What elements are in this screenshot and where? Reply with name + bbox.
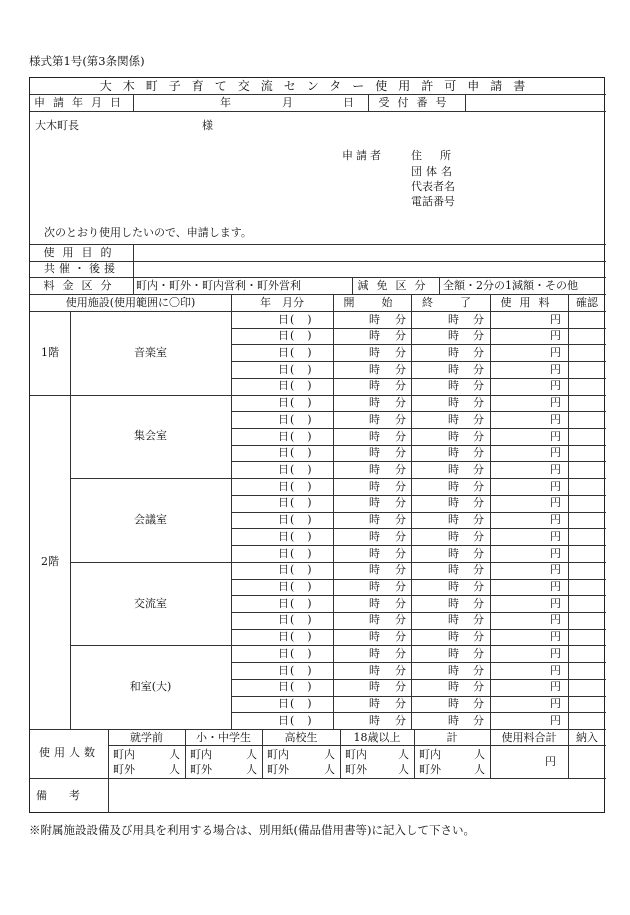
in-town-count[interactable]: 人 xyxy=(246,748,257,761)
application-date-label: 申請年月日 xyxy=(34,96,129,109)
row-start-hour[interactable]: 時 xyxy=(369,479,380,493)
row-end-minute[interactable]: 分 xyxy=(473,479,484,493)
row-start-minute[interactable]: 分 xyxy=(395,513,406,527)
start-header: 開 始 xyxy=(343,296,401,309)
row-fee-yen[interactable]: 円 xyxy=(550,462,561,476)
facility-header: 使用施設(使用範囲に〇印) xyxy=(65,296,196,309)
row-day[interactable]: 日( ) xyxy=(278,345,313,359)
row-fee-yen[interactable]: 円 xyxy=(550,345,561,359)
row-end-hour[interactable]: 時 xyxy=(448,580,459,594)
row-end-minute[interactable]: 分 xyxy=(473,513,484,527)
row-day[interactable]: 日( ) xyxy=(278,713,313,727)
form-reference: 様式第1号(第3条関係) xyxy=(29,54,145,68)
row-start-minute[interactable]: 分 xyxy=(395,697,406,711)
row-start-minute[interactable]: 分 xyxy=(395,646,406,660)
row-end-hour[interactable]: 時 xyxy=(448,345,459,359)
row-end-minute[interactable]: 分 xyxy=(473,646,484,660)
row-start-hour[interactable]: 時 xyxy=(369,613,380,627)
row-start-hour[interactable]: 時 xyxy=(369,429,380,443)
confirm-header: 確認 xyxy=(576,296,598,309)
row-end-minute[interactable]: 分 xyxy=(473,596,484,610)
row-start-minute[interactable]: 分 xyxy=(395,496,406,510)
row-day[interactable]: 日( ) xyxy=(278,613,313,627)
row-end-minute[interactable]: 分 xyxy=(473,446,484,460)
applicant-address: 住所 xyxy=(411,149,469,162)
row-day[interactable]: 日( ) xyxy=(278,479,313,493)
row-start-hour[interactable]: 時 xyxy=(369,513,380,527)
row-end-hour[interactable]: 時 xyxy=(448,646,459,660)
row-start-minute[interactable]: 分 xyxy=(395,713,406,727)
row-start-hour[interactable]: 時 xyxy=(369,462,380,476)
row-start-hour[interactable]: 時 xyxy=(369,329,380,343)
row-end-minute[interactable]: 分 xyxy=(473,546,484,560)
row-day[interactable]: 日( ) xyxy=(278,429,313,443)
receipt-number-field[interactable] xyxy=(470,96,600,110)
row-start-hour[interactable]: 時 xyxy=(369,345,380,359)
row-start-hour[interactable]: 時 xyxy=(369,496,380,510)
row-start-minute[interactable]: 分 xyxy=(395,529,406,543)
row-end-hour[interactable]: 時 xyxy=(448,697,459,711)
applicant-phone: 電話番号 xyxy=(411,195,455,208)
row-day[interactable]: 日( ) xyxy=(278,396,313,410)
row-day[interactable]: 日( ) xyxy=(278,312,313,326)
applicant-representative: 代表者名 xyxy=(411,180,455,193)
row-day[interactable]: 日( ) xyxy=(278,546,313,560)
row-start-hour[interactable]: 時 xyxy=(369,646,380,660)
row-end-minute[interactable]: 分 xyxy=(473,379,484,393)
row-day[interactable]: 日( ) xyxy=(278,630,313,644)
sponsor-label: 共催・後援 xyxy=(44,262,119,275)
row-day[interactable]: 日( ) xyxy=(278,697,313,711)
row-end-minute[interactable]: 分 xyxy=(473,462,484,476)
applicant-label: 申請者 xyxy=(342,149,384,162)
applicant-group-name: 団体名 xyxy=(411,165,456,178)
in-town-label: 町内 xyxy=(267,748,289,761)
date-day: 日 xyxy=(343,96,354,109)
row-start-minute[interactable]: 分 xyxy=(395,613,406,627)
row-fee-yen[interactable]: 円 xyxy=(550,412,561,426)
row-end-minute[interactable]: 分 xyxy=(473,412,484,426)
exemption-label: 減免区分 xyxy=(357,279,434,292)
row-start-minute[interactable]: 分 xyxy=(395,462,406,476)
out-town-label: 町外 xyxy=(113,763,135,776)
row-start-hour[interactable]: 時 xyxy=(369,680,380,694)
row-day[interactable]: 日( ) xyxy=(278,663,313,677)
row-fee-yen[interactable]: 円 xyxy=(550,429,561,443)
addressee-honorific: 様 xyxy=(202,119,213,132)
user-group-label: 18歳以上 xyxy=(353,731,401,744)
date-month: 月 xyxy=(282,96,293,109)
users-label: 使用人数 xyxy=(39,746,99,759)
addressee-name: 大木町長 xyxy=(35,119,79,132)
row-day[interactable]: 日( ) xyxy=(278,563,313,577)
row-day[interactable]: 日( ) xyxy=(278,446,313,460)
row-end-hour[interactable]: 時 xyxy=(448,596,459,610)
exemption-options[interactable]: 全額・2分の1減額・その他 xyxy=(443,279,578,292)
row-start-minute[interactable]: 分 xyxy=(395,429,406,443)
row-start-minute[interactable]: 分 xyxy=(395,329,406,343)
row-end-minute[interactable]: 分 xyxy=(473,312,484,326)
in-town-label: 町内 xyxy=(113,748,135,761)
row-day[interactable]: 日( ) xyxy=(278,362,313,376)
row-start-minute[interactable]: 分 xyxy=(395,446,406,460)
row-day[interactable]: 日( ) xyxy=(278,680,313,694)
out-town-label: 町外 xyxy=(267,763,289,776)
row-start-hour[interactable]: 時 xyxy=(369,312,380,326)
row-end-hour[interactable]: 時 xyxy=(448,663,459,677)
row-day[interactable]: 日( ) xyxy=(278,513,313,527)
row-start-hour[interactable]: 時 xyxy=(369,546,380,560)
row-end-minute[interactable]: 分 xyxy=(473,396,484,410)
row-fee-yen[interactable]: 円 xyxy=(550,329,561,343)
row-day[interactable]: 日( ) xyxy=(278,529,313,543)
date-year: 年 xyxy=(220,96,231,109)
row-end-hour[interactable]: 時 xyxy=(448,613,459,627)
row-end-hour[interactable]: 時 xyxy=(448,529,459,543)
row-start-hour[interactable]: 時 xyxy=(369,446,380,460)
row-end-minute[interactable]: 分 xyxy=(473,429,484,443)
request-text: 次のとおり使用したいので、申請します。 xyxy=(44,226,252,239)
row-end-minute[interactable]: 分 xyxy=(473,496,484,510)
in-town-label: 町内 xyxy=(419,748,441,761)
form-title: 大木町子育て交流センター使用許可申請書 xyxy=(99,79,537,93)
row-fee-yen[interactable]: 円 xyxy=(550,580,561,594)
row-start-hour[interactable]: 時 xyxy=(369,563,380,577)
out-town-label: 町外 xyxy=(190,763,212,776)
row-end-minute[interactable]: 分 xyxy=(473,697,484,711)
remarks-field[interactable] xyxy=(114,783,600,808)
row-start-minute[interactable]: 分 xyxy=(395,479,406,493)
row-fee-yen[interactable]: 円 xyxy=(550,362,561,376)
row-end-minute[interactable]: 分 xyxy=(473,630,484,644)
row-day[interactable]: 日( ) xyxy=(278,329,313,343)
row-fee-yen[interactable]: 円 xyxy=(550,446,561,460)
row-fee-yen[interactable]: 円 xyxy=(550,396,561,410)
row-start-minute[interactable]: 分 xyxy=(395,362,406,376)
row-start-hour[interactable]: 時 xyxy=(369,663,380,677)
row-end-hour[interactable]: 時 xyxy=(448,630,459,644)
in-town-count[interactable]: 人 xyxy=(398,748,409,761)
fee-header: 使用料 xyxy=(500,296,558,309)
row-end-hour[interactable]: 時 xyxy=(448,429,459,443)
room-label[interactable]: 会議室 xyxy=(134,513,167,526)
row-end-hour[interactable]: 時 xyxy=(448,379,459,393)
room-label[interactable]: 音楽室 xyxy=(134,345,167,359)
fee-class-options[interactable]: 町内・町外・町内営利・町外営利 xyxy=(136,279,301,292)
payment-label: 納入 xyxy=(576,731,598,744)
in-town-label: 町内 xyxy=(345,748,367,761)
row-end-hour[interactable]: 時 xyxy=(448,396,459,410)
row-end-hour[interactable]: 時 xyxy=(448,479,459,493)
row-fee-yen[interactable]: 円 xyxy=(550,613,561,627)
row-day[interactable]: 日( ) xyxy=(278,496,313,510)
row-start-minute[interactable]: 分 xyxy=(395,396,406,410)
total-fee-yen: 円 xyxy=(545,755,556,768)
user-group-label: 計 xyxy=(446,731,458,744)
row-start-minute[interactable]: 分 xyxy=(395,680,406,694)
row-fee-yen[interactable]: 円 xyxy=(550,479,561,493)
room-label[interactable]: 和室(大) xyxy=(129,680,172,694)
row-end-hour[interactable]: 時 xyxy=(448,329,459,343)
row-fee-yen[interactable]: 円 xyxy=(550,713,561,727)
row-start-minute[interactable]: 分 xyxy=(395,663,406,677)
row-fee-yen[interactable]: 円 xyxy=(550,680,561,694)
row-end-minute[interactable]: 分 xyxy=(473,663,484,677)
in-town-count[interactable]: 人 xyxy=(169,748,180,761)
user-group-label: 小・中学生 xyxy=(196,731,251,744)
footnote: ※附属施設設備及び用具を利用する場合は、別用紙(備品借用書等)に記入して下さい。 xyxy=(29,823,475,837)
row-start-hour[interactable]: 時 xyxy=(369,630,380,644)
row-fee-yen[interactable]: 円 xyxy=(550,630,561,644)
row-end-minute[interactable]: 分 xyxy=(473,713,484,727)
row-day[interactable]: 日( ) xyxy=(278,462,313,476)
out-town-label: 町外 xyxy=(345,763,367,776)
room-label[interactable]: 交流室 xyxy=(134,596,167,610)
row-end-minute[interactable]: 分 xyxy=(473,329,484,343)
row-day[interactable]: 日( ) xyxy=(278,646,313,660)
room-label[interactable]: 集会室 xyxy=(134,429,167,443)
row-end-hour[interactable]: 時 xyxy=(448,312,459,326)
out-town-count[interactable]: 人 xyxy=(474,763,485,776)
user-group-label: 高校生 xyxy=(284,731,318,744)
row-day[interactable]: 日( ) xyxy=(278,412,313,426)
row-start-minute[interactable]: 分 xyxy=(395,412,406,426)
row-fee-yen[interactable]: 円 xyxy=(550,663,561,677)
row-fee-yen[interactable]: 円 xyxy=(550,546,561,560)
row-day[interactable]: 日( ) xyxy=(278,379,313,393)
row-start-minute[interactable]: 分 xyxy=(395,563,406,577)
in-town-count[interactable]: 人 xyxy=(474,748,485,761)
row-start-hour[interactable]: 時 xyxy=(369,529,380,543)
row-start-hour[interactable]: 時 xyxy=(369,412,380,426)
purpose-field[interactable] xyxy=(138,246,598,259)
row-start-hour[interactable]: 時 xyxy=(369,713,380,727)
purpose-label: 使用目的 xyxy=(43,246,120,259)
date-header: 年 月分 xyxy=(260,296,304,309)
row-end-hour[interactable]: 時 xyxy=(448,462,459,476)
sponsor-field[interactable] xyxy=(138,263,598,276)
row-day[interactable]: 日( ) xyxy=(278,580,313,594)
row-end-minute[interactable]: 分 xyxy=(473,580,484,594)
out-town-count[interactable]: 人 xyxy=(246,763,257,776)
application-form xyxy=(29,77,605,813)
remarks-label: 備考 xyxy=(36,789,102,802)
end-header: 終 了 xyxy=(422,296,479,309)
row-start-minute[interactable]: 分 xyxy=(395,580,406,594)
row-start-minute[interactable]: 分 xyxy=(395,312,406,326)
row-start-minute[interactable]: 分 xyxy=(395,379,406,393)
row-start-hour[interactable]: 時 xyxy=(369,362,380,376)
out-town-count[interactable]: 人 xyxy=(398,763,409,776)
row-end-minute[interactable]: 分 xyxy=(473,613,484,627)
row-fee-yen[interactable]: 円 xyxy=(550,529,561,543)
row-end-hour[interactable]: 時 xyxy=(448,563,459,577)
out-town-label: 町外 xyxy=(419,763,441,776)
row-end-hour[interactable]: 時 xyxy=(448,446,459,460)
row-fee-yen[interactable]: 円 xyxy=(550,513,561,527)
floor-label: 1階 xyxy=(41,345,59,359)
fee-class-label: 料金区分 xyxy=(43,279,120,292)
row-end-hour[interactable]: 時 xyxy=(448,680,459,694)
in-town-count[interactable]: 人 xyxy=(324,748,335,761)
row-end-hour[interactable]: 時 xyxy=(448,496,459,510)
out-town-count[interactable]: 人 xyxy=(324,763,335,776)
out-town-count[interactable]: 人 xyxy=(169,763,180,776)
row-end-hour[interactable]: 時 xyxy=(448,362,459,376)
row-fee-yen[interactable]: 円 xyxy=(550,697,561,711)
row-start-minute[interactable]: 分 xyxy=(395,596,406,610)
row-start-hour[interactable]: 時 xyxy=(369,580,380,594)
row-end-minute[interactable]: 分 xyxy=(473,680,484,694)
row-end-hour[interactable]: 時 xyxy=(448,546,459,560)
row-end-hour[interactable]: 時 xyxy=(448,412,459,426)
row-start-hour[interactable]: 時 xyxy=(369,396,380,410)
in-town-label: 町内 xyxy=(190,748,212,761)
row-fee-yen[interactable]: 円 xyxy=(550,596,561,610)
row-end-minute[interactable]: 分 xyxy=(473,362,484,376)
row-end-minute[interactable]: 分 xyxy=(473,529,484,543)
row-start-hour[interactable]: 時 xyxy=(369,697,380,711)
row-end-hour[interactable]: 時 xyxy=(448,713,459,727)
row-fee-yen[interactable]: 円 xyxy=(550,312,561,326)
user-group-label: 就学前 xyxy=(130,731,163,744)
row-day[interactable]: 日( ) xyxy=(278,596,313,610)
row-end-hour[interactable]: 時 xyxy=(448,513,459,527)
row-fee-yen[interactable]: 円 xyxy=(550,379,561,393)
receipt-number-label: 受付番号 xyxy=(378,96,455,109)
floor-label: 2階 xyxy=(41,554,59,568)
row-start-hour[interactable]: 時 xyxy=(369,379,380,393)
row-end-minute[interactable]: 分 xyxy=(473,345,484,359)
row-start-minute[interactable]: 分 xyxy=(395,630,406,644)
row-fee-yen[interactable]: 円 xyxy=(550,646,561,660)
total-fee-label: 使用料合計 xyxy=(501,731,557,744)
row-start-minute[interactable]: 分 xyxy=(395,345,406,359)
row-fee-yen[interactable]: 円 xyxy=(550,563,561,577)
row-fee-yen[interactable]: 円 xyxy=(550,496,561,510)
row-end-minute[interactable]: 分 xyxy=(473,563,484,577)
row-start-hour[interactable]: 時 xyxy=(369,596,380,610)
row-start-minute[interactable]: 分 xyxy=(395,546,406,560)
